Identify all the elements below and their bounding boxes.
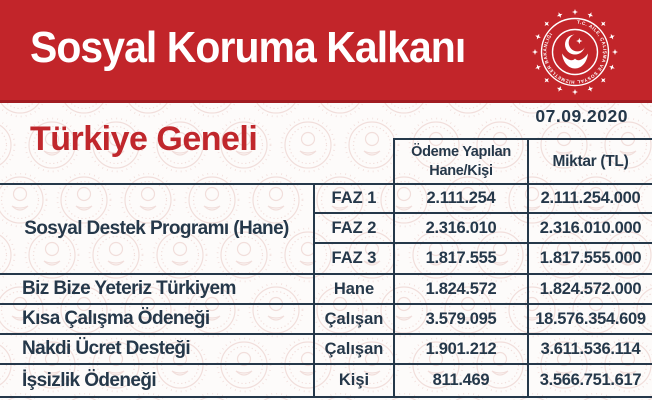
unit-cell: FAZ 2 [313,214,393,244]
hands-icon [562,54,588,69]
data-table [0,183,652,398]
column-header-amount: Miktar (TL) [527,140,652,183]
column-header-paid-line2: Hane/Kişi [429,162,493,179]
paid-cell: 2.111.254 [393,185,527,214]
unit-cell: Çalışan [313,305,393,335]
paid-cell: 1.824.572 [393,275,527,305]
program-cell: Nakdi Ücret Desteği [0,335,313,365]
region-heading: Türkiye Geneli [30,120,258,158]
amount-cell: 2.316.010.000 [527,214,652,244]
paid-cell: 1.901.212 [393,335,527,365]
crescent-and-star-icon [565,34,586,55]
amount-cell: 2.111.254.000 [527,185,652,214]
program-cell: Biz Bize Yeteriz Türkiyem [0,275,313,305]
paid-cell: 811.469 [393,365,527,398]
unit-cell: Çalışan [313,335,393,365]
column-header-paid-line1: Ödeme Yapılan [411,144,511,161]
paid-cell: 1.817.555 [393,244,527,275]
table-header-row [393,138,652,183]
program-cell: İşsizlik Ödeneği [0,365,313,398]
paid-cell: 2.316.010 [393,214,527,244]
unit-cell: FAZ 3 [313,244,393,275]
amount-cell: 3.566.751.617 [527,365,652,398]
amount-cell: 3.611.536.114 [527,335,652,365]
amount-cell: 1.824.572.000 [527,275,652,305]
amount-cell: 1.817.555.000 [527,244,652,275]
column-header-paid [395,140,527,183]
paid-cell: 3.579.095 [393,305,527,335]
emblem-ring-text: T.C. AİLE, ÇALIŞMA VE SOSYAL HİZMETLER BAKANLIĞI [542,19,608,85]
ministry-emblem-icon [527,4,623,100]
page-title: Sosyal Koruma Kalkanı [30,23,466,72]
program-cell: Kısa Çalışma Ödeneği [0,305,313,335]
report-date: 07.09.2020 [535,106,628,126]
banner [0,0,652,103]
unit-cell: Hane [313,275,393,305]
unit-cell: Kişi [313,365,393,398]
amount-cell: 18.576.354.609 [527,305,652,335]
unit-cell: FAZ 1 [313,185,393,214]
program-cell: Sosyal Destek Programı (Hane) [0,185,313,275]
